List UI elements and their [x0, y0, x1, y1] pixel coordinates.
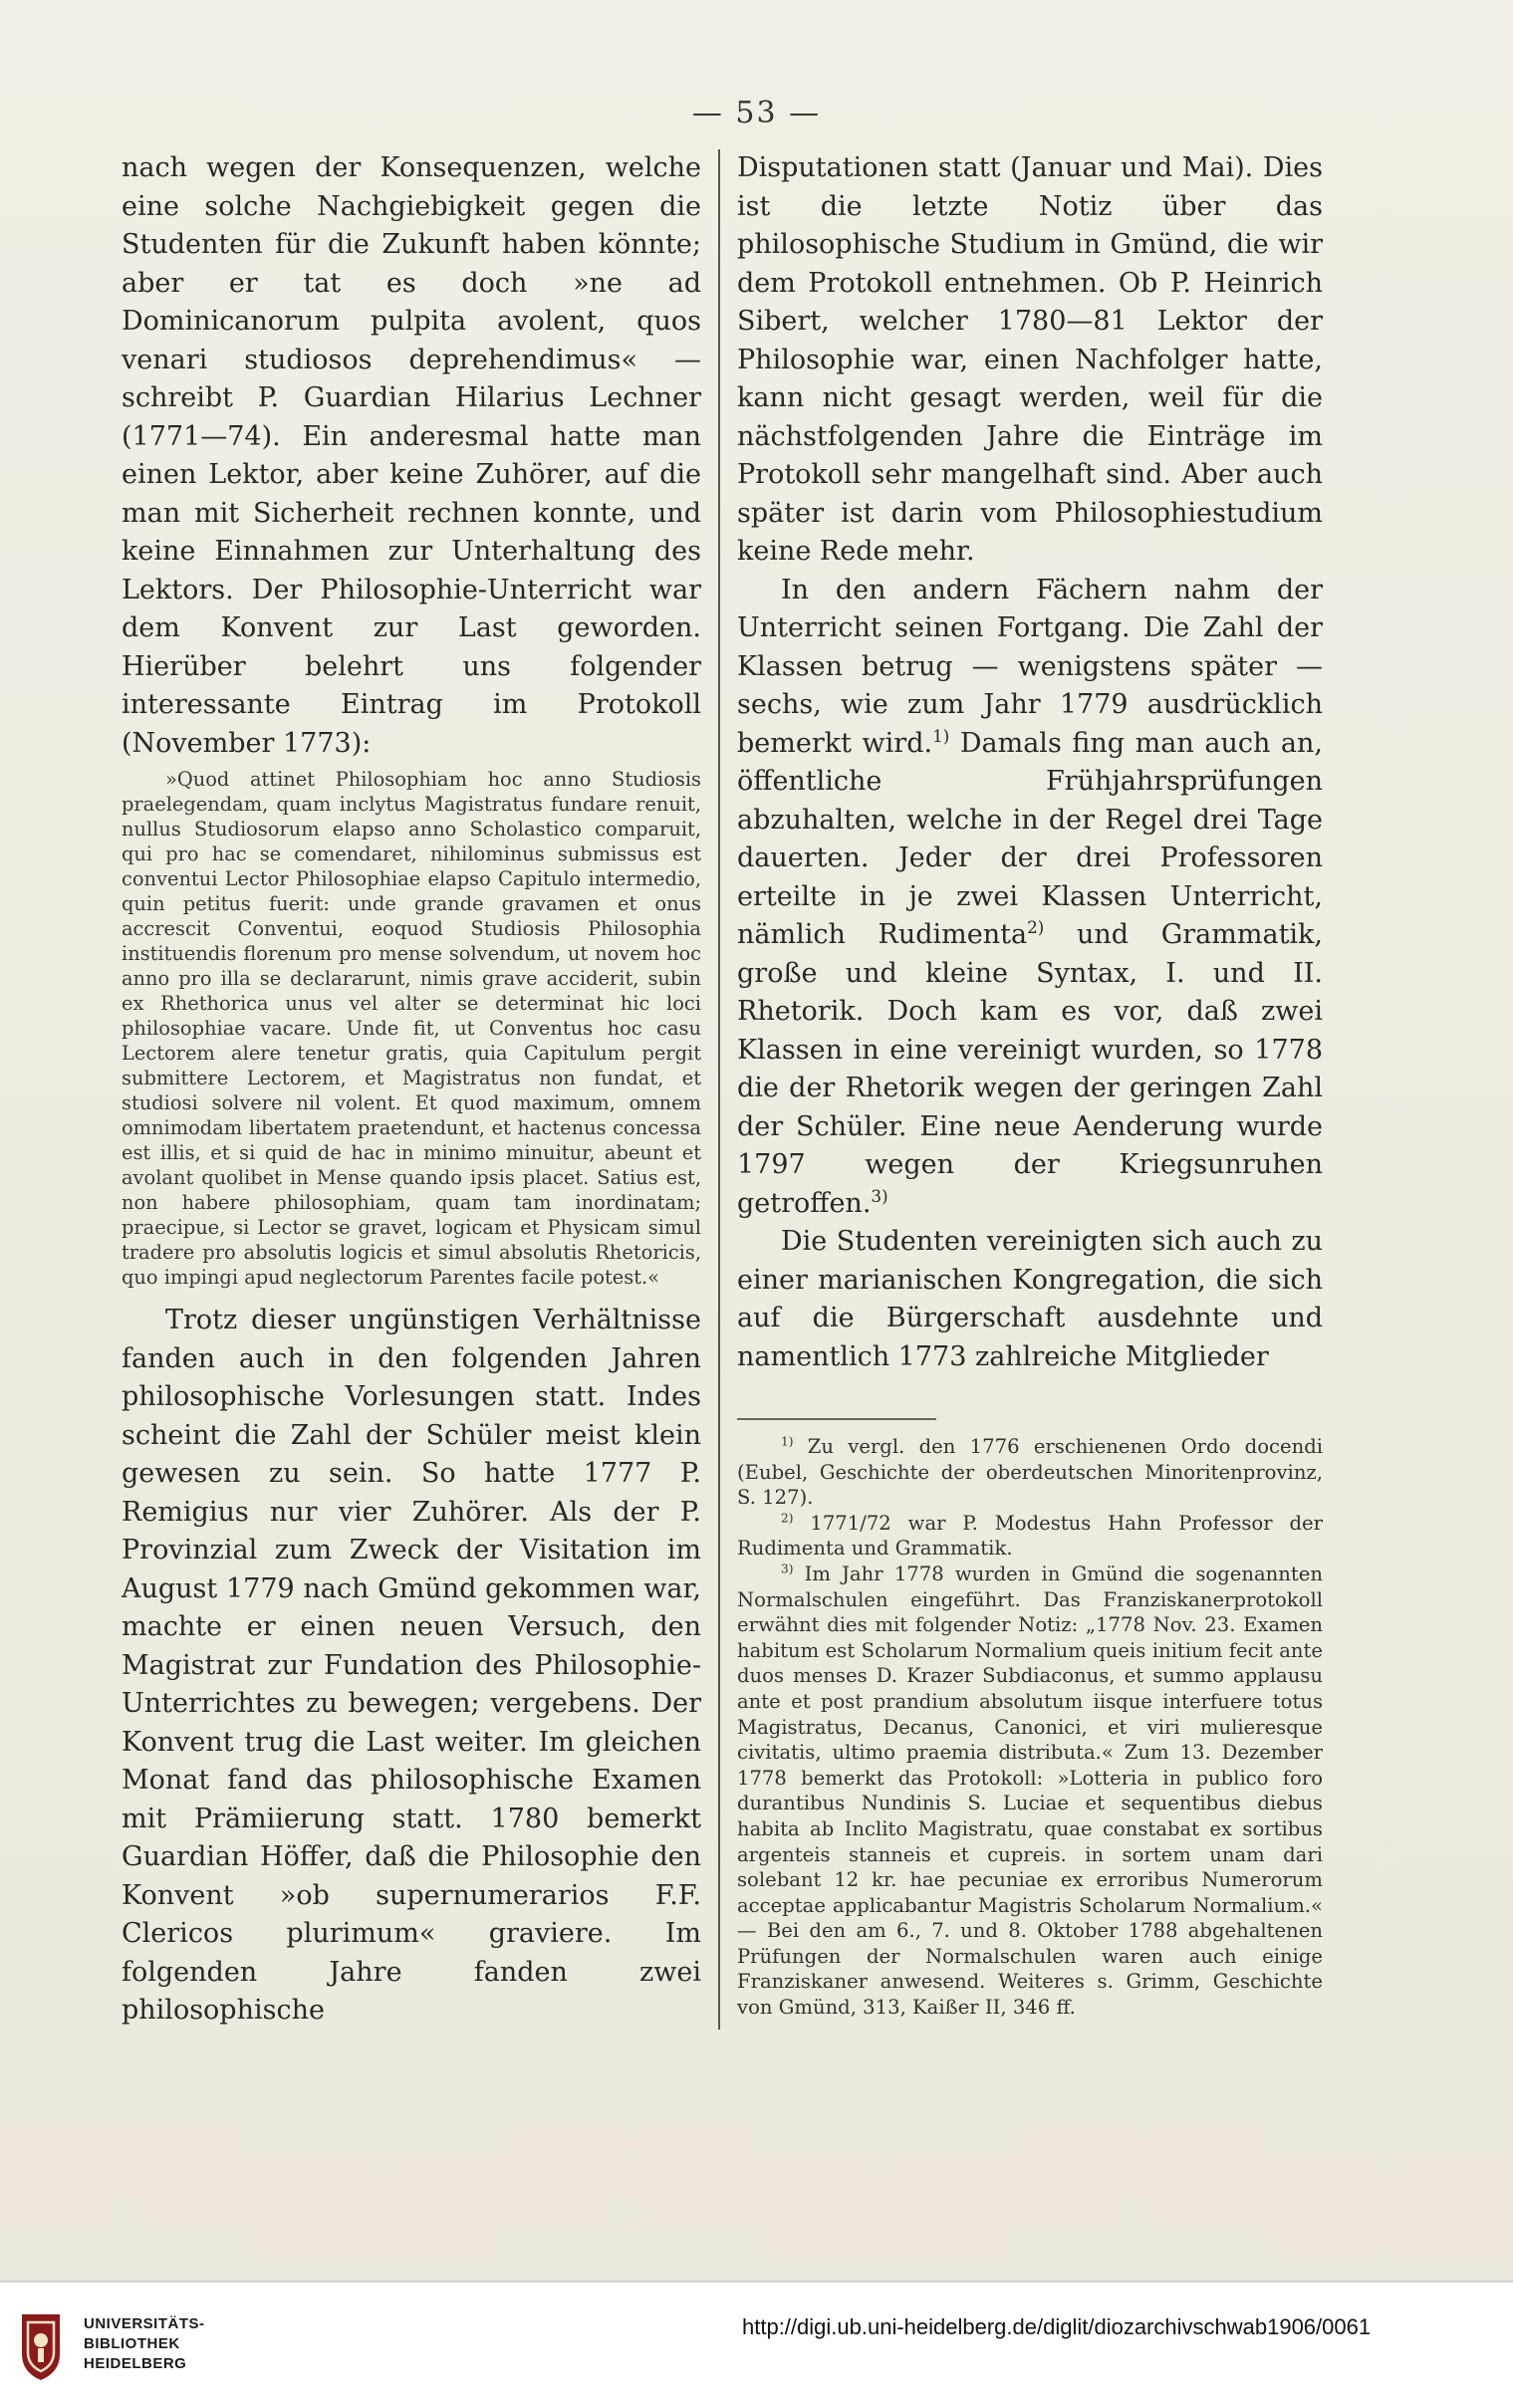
right-paragraph-2-part-a: In den andern Fächern nahm der Unterricht seinen Fortgang. Die Zahl der Klassen betrug — wenigstens später — sechs, wie zum Jahr 1779 ausdrücklich bemerkt wird.: [737, 574, 1323, 759]
footnote-mark-2: 2): [781, 1511, 794, 1526]
right-paragraph-2: [737, 572, 1323, 1224]
university-seal-icon[interactable]: [18, 2310, 64, 2382]
footnote-mark-1: 1): [781, 1434, 794, 1449]
footnote-ref-1[interactable]: 1): [932, 725, 950, 746]
right-paragraph-2-part-b: Damals fing man auch an, öffentliche Frühjahrsprüfungen abzuhalten, welche in der Regel drei Tage dauerten. Jeder der drei Professoren erteilte in je zwei Klassen Unterricht, nämlich Rudimenta: [737, 727, 1324, 950]
right-paragraph-3: Die Studenten vereinigten sich auch zu einer marianischen Kongregation, die sich auf die Bürgerschaft ausdehnte und namentlich 1773 zahlreiche Mitglieder: [737, 1226, 1323, 1372]
institution-line-2: BIBLIOTHEK: [84, 2335, 180, 2352]
institution-line-3: HEIDELBERG: [84, 2355, 187, 2372]
right-paragraph-2-part-c: und Grammatik, große und kleine Syntax, I. und II. Rhetorik. Doch kam es vor, daß zwei Klassen in eine vereinigt wurden, so 1778 die der Rhetorik wegen der geringen Zahl der Schüler. Eine neue Aenderung wurde 1797 wegen der Kriegsunruhen getroffen.: [737, 919, 1324, 1219]
left-paragraph-1: nach wegen der Konsequenzen, welche eine solche Nachgiebigkeit gegen die Studenten für die Zukunft haben könnte; aber er tat es doch »ne ad Dominicanorum pulpita avolent, quos venari studiosos deprehendimus« — schreibt P. Guardian Hilarius Lechner (1771—74). Ein anderesmal hatte man einen Lektor, aber keine Zuhörer, auf die man mit Sicherheit rechnen konnte, und keine Einnahmen zur Unterhaltung des Lektors. Der Philosophie-Unterricht war dem Konvent zur Last geworden. Hierüber belehrt uns folgender interessante Eintrag im Protokoll (November 1773):: [122, 152, 701, 759]
footnote-ref-3[interactable]: 3): [871, 1185, 888, 1206]
footnote-1-text: Zu vergl. den 1776 erschienenen Ordo docendi (Eubel, Geschichte der oberdeutschen Minoritenprovinz, S. 127).: [737, 1435, 1324, 1510]
footer-bar: [0, 2281, 1513, 2408]
footnote-3-text: Im Jahr 1778 wurden in Gmünd die sogenannten Normalschulen eingeführt. Das Franziskanerprotokoll erwähnt dies mit folgender Notiz: „1778 Nov. 23. Examen habitum est Scholarum Normalium queis initium fecit ante duos menses D. Krazer Subdiaconus, et summo applausu ante et post prandium absolutum iisque interfuere totus Magistratus, Decanus, Canonici, et viri mulieresque civitatis, ultimo praemia distributa.« Zum 13. Dezember 1778 bemerkt das Protokoll: »Lotteria in publico foro durantibus Nundinis S. Luciae et sequentibus diebus habita ab Inclito Magistratu, quae constabat ex sortibus argenteis stanneis et cupreis. in sortem unam dari solebant 12 kr. hae pecuniae ex erroribus Numerorum acceptae applicabantur Magistris Scholarum Normalium.« — Bei den am 6., 7. und 8. Oktober 1788 abgehaltenen Prüfungen der Normalschulen waren auch einige Franziskaner anwesend. Weiteres s. Grimm, Geschichte von Gmünd, 313, Kaißer II, 346 ff.: [737, 1562, 1323, 2020]
footnote-mark-3: 3): [781, 1562, 794, 1576]
footnote-3: [737, 1562, 1323, 2021]
page-number: — 53 —: [691, 96, 822, 130]
right-column: [737, 149, 1323, 2021]
institution-line-1: UNIVERSITÄTS-: [84, 2315, 205, 2332]
right-paragraph-1: Disputationen statt (Januar und Mai). Dies ist die letzte Notiz über das philosophische Studium in Gmünd, die wir dem Protokoll entnehmen. Ob P. Heinrich Sibert, welcher 1780—81 Lektor der Philosophie war, einen Nachfolger hatte, kann nicht gesagt werden, weil für die nächstfolgenden Jahre die Einträge im Protokoll sehr mangelhaft sind. Aber auch später ist darin vom Philosophiestudium keine Rede mehr.: [737, 152, 1323, 567]
footnote-ref-2[interactable]: 2): [1027, 917, 1045, 937]
institution-name: [84, 2314, 205, 2374]
latin-quotation: »Quod attinet Philosophiam hoc anno Studiosis praelegendam, quam inclytus Magistratus fundare renuit, nullus Studiosorum elapso anno Scholastico comparuit, qui pro hac se comendaret, nihilominus submissus est conventui Lector Philosophiae elapso Capitulo intermedio, quin petitus fuerit: unde grande gravamen et onus accrescit Conventui, eoquod Studiosis Philosophia instituendis florenum pro mense solvendum, ut novem hoc anno pro illa se declararunt, nimis grave acciderit, subin ex Rhethorica unus vel alter se determinat hic loci philosophiae vacare. Unde fit, ut Conventus hoc casu Lectorem alere tenetur gratis, quia Capitulum pergit submittere Lectorem, et Magistratus non fundat, et studiosi solvere nil volent. Et quod maximum, omnem omnimodam libertatem praetendunt, et hactenus concessa est illis, et si quid de hac in minimo minuitur, abeunt et avolant quolibet in Mense quando ipsis placet. Satius est, non habere philosophiam, quam tam inordinatam; praecipue, si Lector se gravet, logicam et Physicam simul tradere pro absolutis logicis et simul absolutis Rhetoricis, quo impingi apud neglectorum Parentes facile potest.«: [122, 768, 701, 1289]
footer-rule: [0, 2281, 1513, 2283]
source-url-link[interactable]: http://digi.ub.uni-heidelberg.de/diglit/diozarchivschwab1906/0061: [742, 2314, 1372, 2339]
column-divider: [718, 149, 720, 2030]
footnote-separator: [737, 1418, 936, 1420]
footnote-2-text: 1771/72 war P. Modestus Hahn Professor der Rudimenta und Grammatik.: [737, 1511, 1323, 1561]
footnote-2: [737, 1511, 1323, 1562]
left-paragraph-2: Trotz dieser ungünstigen Verhältnisse fanden auch in den folgenden Jahren philosophische Vorlesungen statt. Indes scheint die Zahl der Schüler meist klein gewesen zu sein. So hatte 1777 P. Remigius nur vier Zuhörer. Als der P. Provinzial zum Zweck der Visitation im August 1779 nach Gmünd gekommen war, machte er einen neuen Versuch, den Magistrat zur Fundation des Philosophie-Unterrichtes zu bewegen; vergebens. Der Konvent trug die Last weiter. Im gleichen Monat fand das philosophische Examen mit Prämiierung statt. 1780 bemerkt Guardian Höffer, daß die Philosophie den Konvent »ob supernumerarios F.F. Clericos plurimum« graviere. Im folgenden Jahre fanden zwei philosophische: [122, 1305, 701, 2026]
footnote-1: [737, 1434, 1323, 1511]
left-column: [122, 149, 701, 2031]
